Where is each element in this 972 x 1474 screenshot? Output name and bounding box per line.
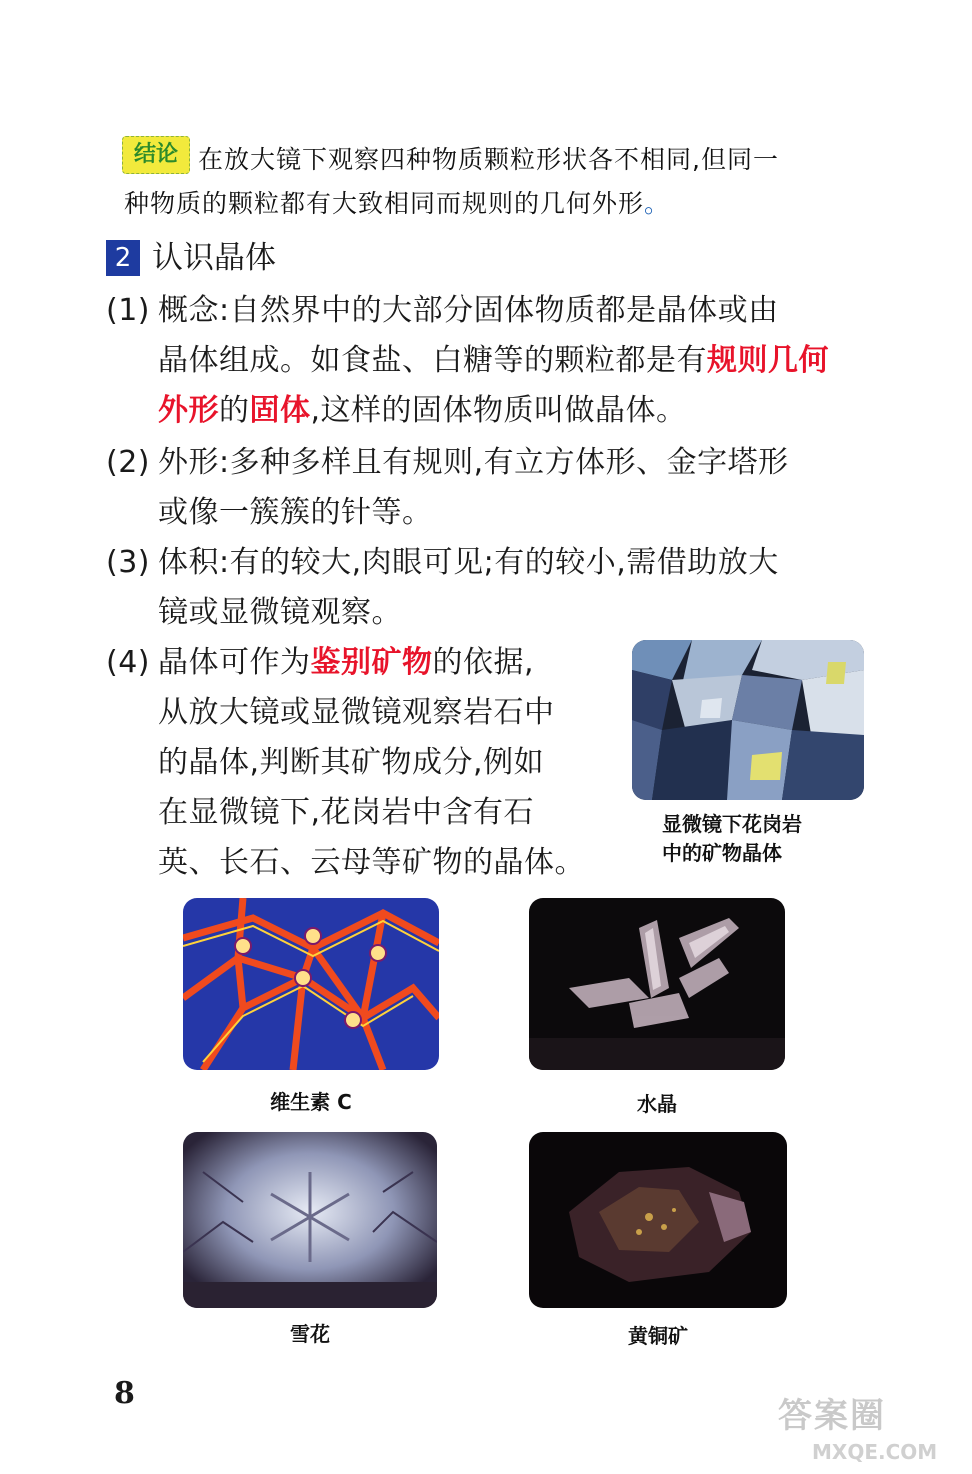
conclusion-period: 。 <box>644 189 671 218</box>
highlight-term: 外形 <box>158 393 219 428</box>
conclusion-line1: 在放大镜下观察四种物质颗粒形状各不相同,但同一 <box>198 145 779 174</box>
page-number: 8 <box>114 1376 135 1411</box>
item-concept <box>106 286 866 436</box>
item-label: (1) <box>106 293 150 328</box>
granite-caption-line1: 显微镜下花岗岩 <box>662 812 802 836</box>
item-identify <box>106 638 606 888</box>
item-text: 外形:多种多样且有规则,有立方体形、金字塔形 <box>158 445 789 480</box>
quartz-caption: 水晶 <box>637 1092 677 1116</box>
section-title: 认识晶体 <box>152 240 276 276</box>
conclusion-line2: 种物质的颗粒都有大致相同而规则的几何外形 <box>124 189 645 218</box>
granite-caption-line2: 中的矿物晶体 <box>662 841 782 865</box>
snowflake-photo <box>183 1132 437 1308</box>
item-text: 概念:自然界中的大部分固体物质都是晶体或由 <box>158 293 779 328</box>
highlight-term: 规则几何 <box>707 343 829 378</box>
item-label: (3) <box>106 545 150 580</box>
item-text: 的依据, <box>432 645 535 680</box>
item-label: (4) <box>106 645 150 680</box>
granite-caption <box>632 810 864 868</box>
item-text: 英、长石、云母等矿物的晶体。 <box>158 845 585 880</box>
item-text: 镜或显微镜观察。 <box>158 595 402 630</box>
item-text: 的 <box>219 393 250 428</box>
vitamin-c-photo <box>183 898 439 1070</box>
section-number: 2 <box>106 240 140 276</box>
conclusion-tag: 结论 <box>122 136 190 174</box>
watermark-url: MXQE.COM <box>812 1440 938 1464</box>
item-text: 从放大镜或显微镜观察岩石中 <box>158 695 555 730</box>
highlight-term: 固体 <box>249 393 311 428</box>
item-text: 晶体可作为 <box>158 645 311 680</box>
chalcopyrite-photo <box>529 1132 787 1308</box>
item-text: ,这样的固体物质叫做晶体。 <box>310 393 687 428</box>
granite-micrograph-photo <box>632 640 864 800</box>
item-label: (2) <box>106 445 150 480</box>
item-volume <box>106 538 866 638</box>
highlight-term: 鉴别矿物 <box>310 645 433 680</box>
item-text: 的晶体,判断其矿物成分,例如 <box>158 745 545 780</box>
snowflake-caption: 雪花 <box>290 1322 330 1346</box>
conclusion-text <box>124 138 864 226</box>
item-shape <box>106 438 866 538</box>
item-text: 晶体组成。如食盐、白糖等的颗粒都是有 <box>158 343 707 378</box>
chalcopyrite-caption: 黄铜矿 <box>628 1324 688 1348</box>
quartz-photo <box>529 898 785 1070</box>
vitamin-c-caption: 维生素 C <box>270 1090 352 1114</box>
watermark-logo: 答案圈 <box>778 1396 886 1436</box>
item-text: 体积:有的较大,肉眼可见;有的较小,需借助放大 <box>158 545 779 580</box>
item-text: 或像一簇簇的针等。 <box>158 495 433 530</box>
item-text: 在显微镜下,花岗岩中含有石 <box>158 795 535 830</box>
